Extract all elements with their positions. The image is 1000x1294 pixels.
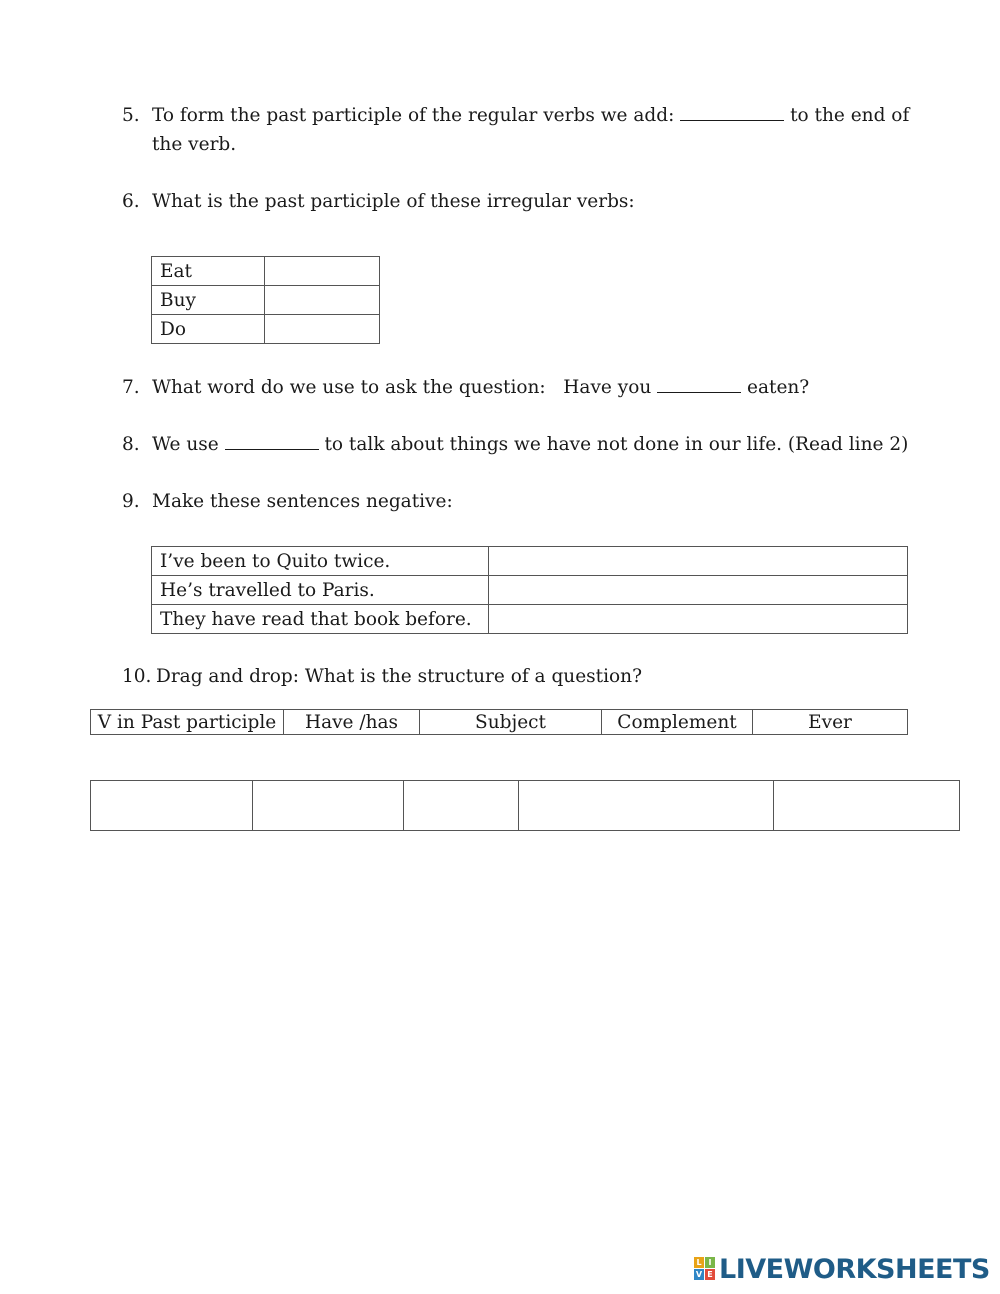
sentence-cell: I’ve been to Quito twice. — [152, 547, 489, 576]
question-text: What word do we use to ask the question: Have you eaten? — [152, 373, 809, 402]
drop-zone-table — [90, 780, 960, 831]
draggable-word[interactable]: Ever — [753, 710, 908, 735]
verb-cell: Buy — [152, 286, 265, 315]
table-row — [152, 286, 380, 315]
verb-cell: Eat — [152, 257, 265, 286]
question-text: Make these sentences negative: — [152, 491, 453, 512]
table-row — [152, 547, 908, 576]
question-number: 9. — [122, 491, 140, 512]
question-number: 8. — [122, 434, 140, 455]
logo-letter: L — [694, 1257, 704, 1268]
question-text: We use to talk about things we have not done in our life. (Read line 2) — [152, 430, 908, 459]
logo-letter: V — [695, 1270, 703, 1279]
logo-letter: I — [705, 1257, 715, 1268]
logo-icon — [694, 1257, 716, 1281]
logo-letter: E — [705, 1269, 715, 1280]
drop-zone[interactable] — [91, 781, 253, 831]
answer-cell[interactable] — [265, 315, 380, 344]
question-number: 7. — [122, 377, 140, 398]
table-row — [91, 781, 960, 831]
question-text: What is the past participle of these irregular verbs: — [152, 191, 635, 212]
sentence-cell: They have read that book before. — [152, 605, 489, 634]
question-text: Drag and drop: What is the structure of a question? — [156, 666, 642, 687]
table-row — [152, 576, 908, 605]
draggable-word[interactable]: Complement — [602, 710, 753, 735]
table-row — [152, 257, 380, 286]
answer-cell[interactable] — [265, 257, 380, 286]
drop-zone[interactable] — [404, 781, 519, 831]
question-number: 6. — [122, 191, 140, 212]
table-row — [152, 315, 380, 344]
verb-cell: Do — [152, 315, 265, 344]
drop-zone[interactable] — [253, 781, 404, 831]
table-row — [91, 710, 908, 735]
question-number: 10. — [122, 666, 152, 687]
question-text-line2: the verb. — [152, 134, 237, 155]
draggable-word[interactable]: Subject — [420, 710, 602, 735]
question-text: To form the past participle of the regular verbs we add: to the end of — [152, 101, 909, 130]
draggable-word[interactable]: Have /has — [284, 710, 420, 735]
liveworksheets-logo — [694, 1254, 990, 1284]
answer-cell[interactable] — [489, 605, 908, 634]
answer-blank[interactable] — [680, 102, 784, 121]
answer-blank[interactable] — [657, 374, 741, 393]
question-number: 5. — [122, 105, 140, 126]
drop-zone[interactable] — [774, 781, 960, 831]
answer-cell[interactable] — [489, 576, 908, 605]
table-row — [152, 605, 908, 634]
answer-cell[interactable] — [265, 286, 380, 315]
answer-blank[interactable] — [225, 431, 319, 450]
draggable-word[interactable]: V in Past participle — [91, 710, 284, 735]
logo-text: LIVEWORKSHEETS — [719, 1253, 990, 1285]
sentence-cell: He’s travelled to Paris. — [152, 576, 489, 605]
answer-cell[interactable] — [489, 547, 908, 576]
irregular-verbs-table — [151, 256, 380, 344]
drag-words-table — [90, 709, 908, 735]
negative-sentences-table — [151, 546, 908, 634]
drop-zone[interactable] — [519, 781, 774, 831]
